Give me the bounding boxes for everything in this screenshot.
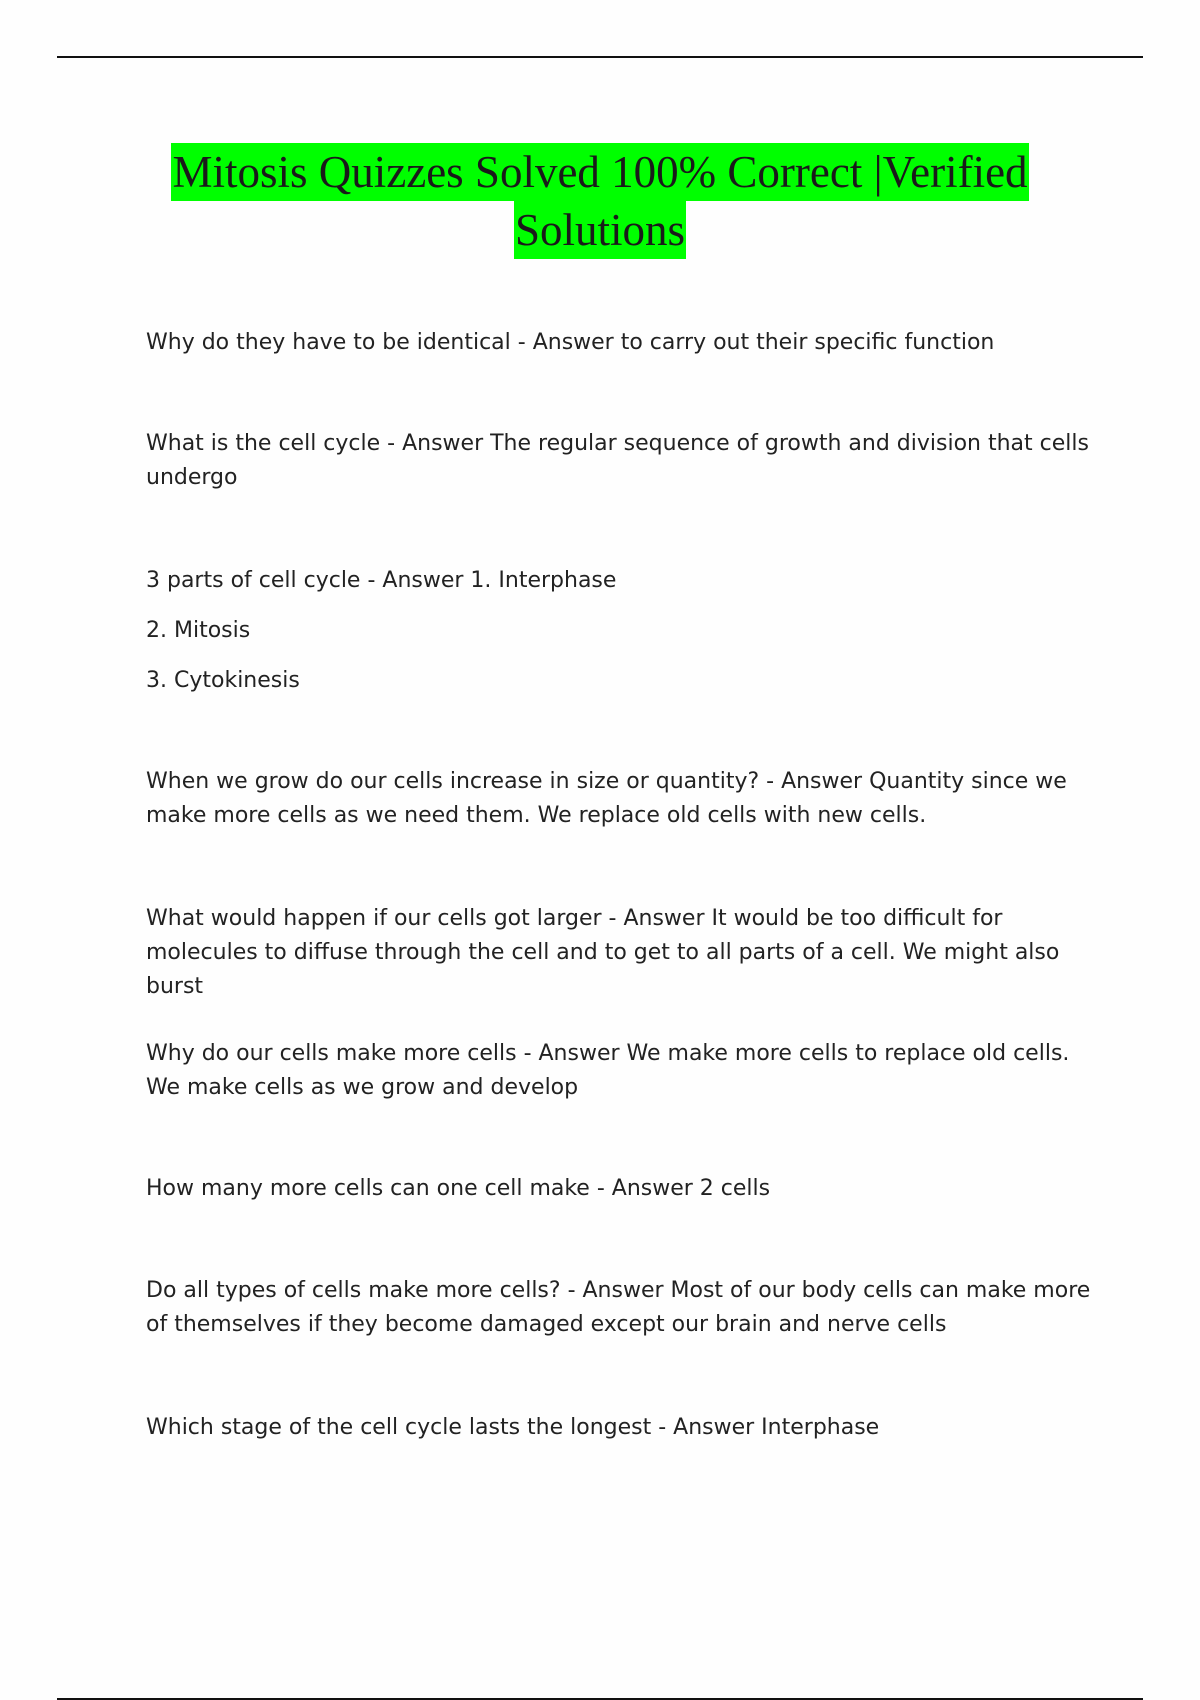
qa-item: When we grow do our cells increase in size or quantity? - Answer Quantity since we make more cells as we need them. We replace old cells with new cells. [146, 769, 1067, 828]
title-line-2: Solutions [514, 201, 686, 259]
qa-item: Why do our cells make more cells - Answer We make more cells to replace old cells. We make cells as we grow and develop [146, 1041, 1070, 1100]
title-line-1: Mitosis Quizzes Solved 100% Correct |Verified [171, 143, 1028, 201]
qa-item: What is the cell cycle - Answer The regular sequence of growth and division that cells undergo [146, 431, 1089, 490]
qa-item: How many more cells can one cell make - Answer 2 cells [146, 1176, 771, 1201]
document-title [100, 143, 1100, 259]
qa-list-item: 2. Mitosis [146, 618, 251, 643]
qa-item: Why do they have to be identical - Answer to carry out their specific function [146, 330, 995, 355]
qa-item: 3 parts of cell cycle - Answer 1. Interphase [146, 568, 617, 593]
qa-list-item: 3. Cytokinesis [146, 668, 300, 693]
qa-item: Do all types of cells make more cells? - Answer Most of our body cells can make more of themselves if they become damaged except our brain and nerve cells [146, 1278, 1091, 1337]
qa-item: Which stage of the cell cycle lasts the longest - Answer Interphase [146, 1415, 880, 1440]
qa-item: What would happen if our cells got larger - Answer It would be too difficult for molecules to diffuse through the cell and to get to all parts of a cell. We might also burst [146, 906, 1060, 999]
top-rule [57, 56, 1143, 58]
